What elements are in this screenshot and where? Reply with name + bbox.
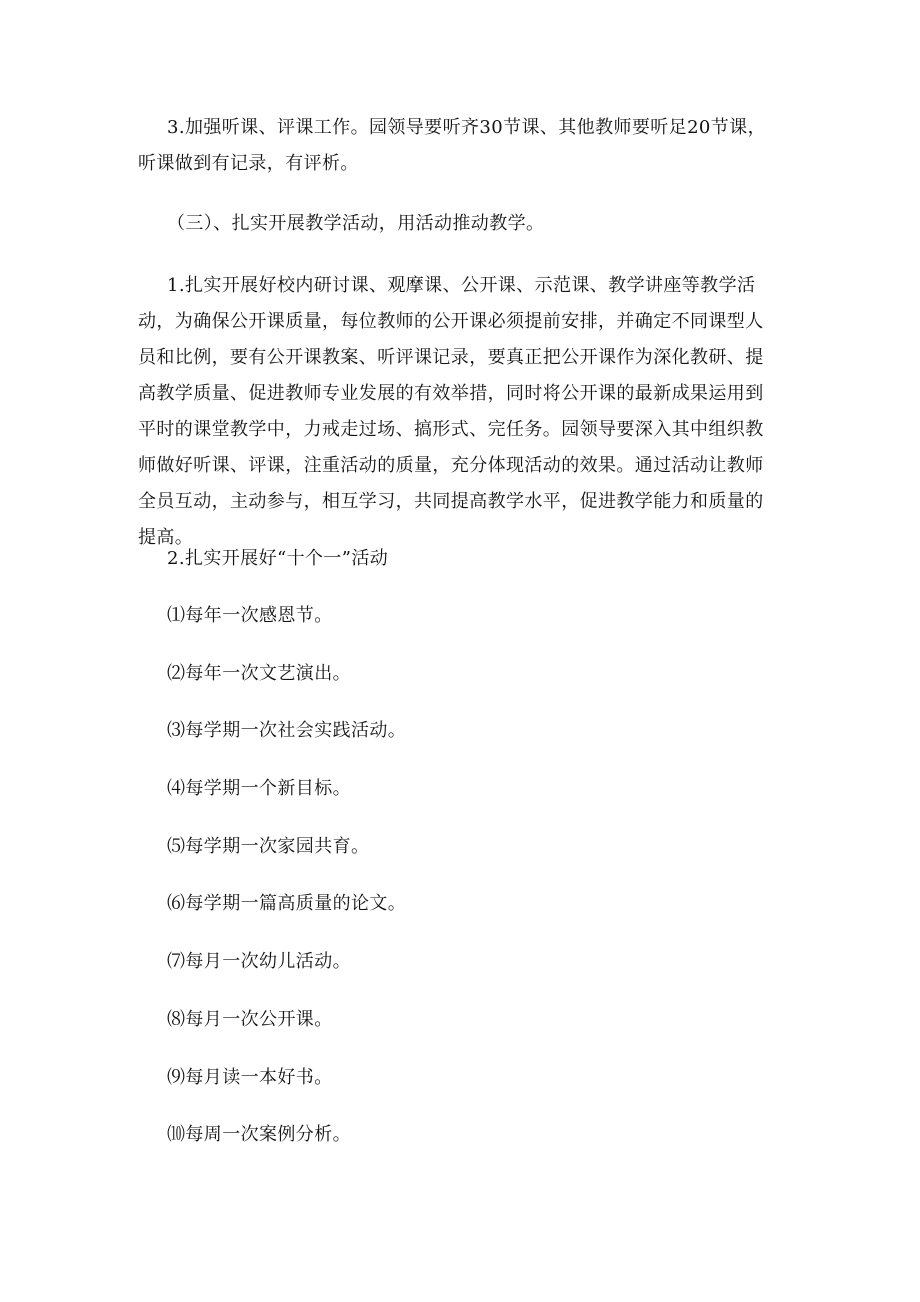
list-item: ⑴每年一次感恩节。 bbox=[167, 605, 333, 626]
list-item: ⑷每学期一个新目标。 bbox=[167, 778, 351, 799]
paragraph-listening-evaluation: 3.加强听课、评课工作。园领导要听齐30节课、其他教师要听足20节课，听课做到有记录，有评析。 bbox=[138, 117, 766, 174]
list-item: ⑽每周一次案例分析。 bbox=[167, 1124, 351, 1145]
paragraph-ten-ones: 2.扎实开展好“十个一”活动 bbox=[167, 548, 389, 569]
paragraph-teaching-activities: 1.扎实开展好校内研讨课、观摩课、公开课、示范课、教学讲座等教学活动，为确保公开课质量，每位教师的公开课必须提前安排，并确定不同课型人员和比例，要有公开课教案、听评课记录，要真正把公开课作为深化教研、提高教学质量、促进教师专业发展的有效举措，同时将公开课的最新成果运用到平时的课堂教学中，力戒走过场、搞形式、完任务。园领导要深入其中组织教师做好听课、评课，注重活动的质量，充分体现活动的效果。通过活动让教师全员互动，主动参与，相互学习，共同提高教学水平，促进教学能力和质量的提高。 bbox=[138, 275, 764, 548]
section-heading-3: （三）、扎实开展教学活动，用活动推动教学。 bbox=[167, 213, 545, 234]
list-item: ⑵每年一次文艺演出。 bbox=[167, 663, 351, 684]
list-item: ⑶每学期一次社会实践活动。 bbox=[167, 720, 407, 741]
list-item: ⑹每学期一篇高质量的论文。 bbox=[167, 893, 407, 914]
list-item: ⑸每学期一次家园共育。 bbox=[167, 836, 370, 857]
list-item: ⑻每月一次公开课。 bbox=[167, 1009, 333, 1030]
list-item: ⑼每月读一本好书。 bbox=[167, 1067, 333, 1088]
list-item: ⑺每月一次幼儿活动。 bbox=[167, 951, 351, 972]
